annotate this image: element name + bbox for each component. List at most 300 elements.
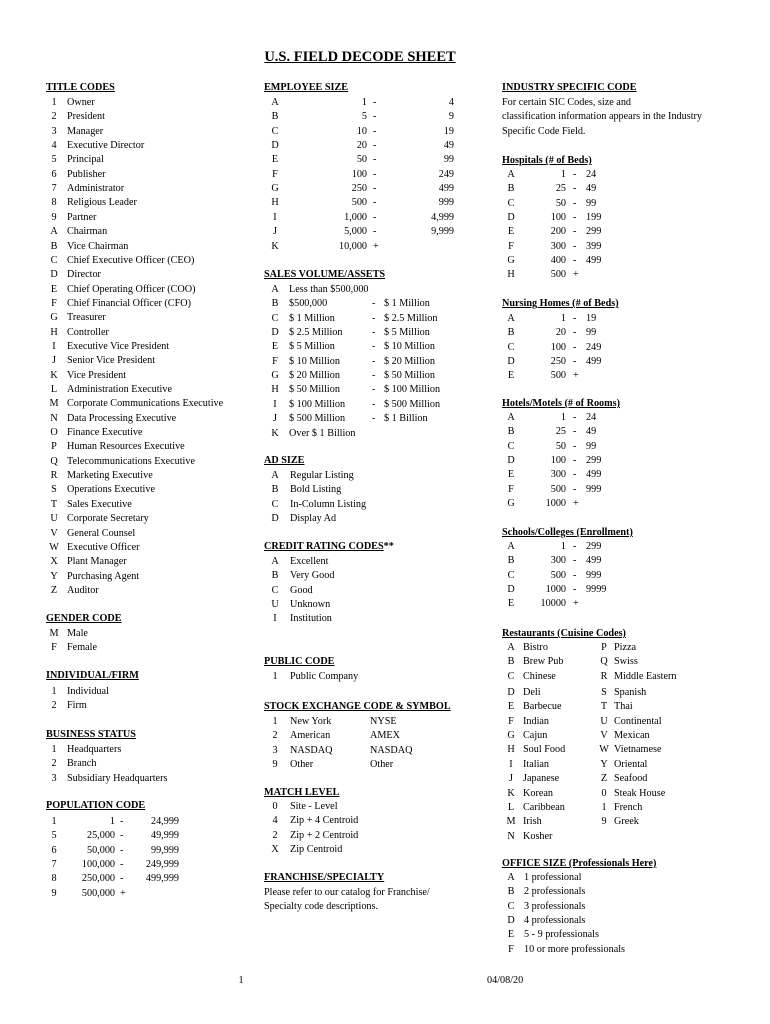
nursing-homes-dash: -	[573, 313, 577, 324]
population-from: 100,000	[81, 859, 115, 871]
sales-volume-to: $ 1 Billion	[384, 413, 428, 425]
title-code-code: L	[50, 384, 58, 395]
restaurant-code: I	[509, 758, 513, 770]
hospitals-code: B	[507, 183, 515, 195]
hotels-from: 50	[555, 440, 566, 452]
hotels-code: F	[508, 483, 514, 495]
employee-size-from: 20	[356, 140, 367, 152]
office-size-label: 2 professionals	[524, 886, 586, 898]
restaurant-label: Spanish	[614, 687, 647, 699]
match-level-label: Site - Level	[290, 801, 338, 812]
gender-code-code: M	[49, 628, 59, 639]
hotels-from: 25	[555, 426, 566, 438]
restaurant-label: Japanese	[523, 773, 560, 785]
employee-size-from: 10	[356, 125, 367, 137]
sales-volume-from: $ 5 Million	[289, 341, 335, 353]
hospitals-from: 400	[550, 255, 566, 267]
credit-rating-code: A	[271, 556, 279, 567]
credit-rating-header: CREDIT RATING CODES**	[264, 541, 394, 552]
population-code: 1	[51, 816, 57, 827]
sales-volume-from: Over $ 1 Billion	[289, 427, 356, 439]
title-code-label: Marketing Executive	[67, 470, 153, 482]
industry-specific-text: For certain SIC Codes, size and	[502, 97, 632, 108]
hotels-dash: -	[573, 440, 577, 452]
employee-size-from: 50	[356, 154, 367, 166]
employee-size-dash: -	[373, 125, 377, 137]
title-code-code: 1	[51, 97, 57, 108]
restaurant-code: A	[507, 642, 515, 653]
employee-size-from: 5,000	[344, 226, 367, 238]
schools-from: 10000	[540, 598, 566, 610]
hospitals-code: D	[507, 212, 515, 224]
hotels-from: 100	[550, 455, 566, 467]
credit-rating-label: Good	[290, 584, 313, 596]
sales-volume-code: J	[273, 413, 277, 425]
hotels-dash: -	[573, 455, 577, 467]
hospitals-code: F	[508, 240, 514, 252]
business-status-code: 2	[51, 758, 57, 770]
sales-volume-code: D	[271, 327, 279, 339]
nursing-homes-code: B	[507, 327, 515, 339]
hotels-to: 99	[586, 440, 597, 452]
stock-exchange-label: New York	[290, 716, 332, 727]
ad-size-code: A	[271, 470, 279, 481]
hotels-code: E	[507, 469, 515, 481]
hotels-from: 1	[560, 412, 566, 423]
employee-size-dash: -	[373, 154, 377, 166]
population-dash: -	[120, 844, 124, 856]
nursing-homes-dash: -	[573, 341, 577, 353]
title-code-code: D	[50, 269, 58, 281]
population-to: 24,999	[150, 816, 179, 827]
stock-exchange-label: American	[290, 730, 331, 742]
public-code-code: 1	[272, 671, 278, 682]
population-code: 6	[51, 844, 57, 856]
stock-exchange-label: Other	[290, 759, 314, 771]
office-size-code: A	[507, 872, 515, 883]
sales-volume-to: $ 20 Million	[384, 355, 435, 367]
office-size-code: E	[507, 929, 515, 941]
title-codes-header: TITLE CODES	[46, 82, 115, 93]
schools-dash: -	[573, 555, 577, 567]
population-dash: -	[120, 816, 124, 827]
restaurants-header: Restaurants (Cuisine Codes)	[502, 628, 626, 639]
stock-exchange-code: 3	[272, 744, 278, 756]
title-code-code: H	[50, 326, 58, 338]
schools-from: 1	[560, 541, 566, 552]
title-code-code: T	[50, 498, 58, 510]
hospitals-code: H	[507, 269, 515, 281]
stock-exchange-symbol: Other	[370, 759, 394, 771]
employee-size-from: 1,000	[344, 211, 367, 223]
hotels-dash: -	[573, 469, 577, 481]
restaurant-code: S	[601, 687, 607, 699]
hospitals-to: 299	[586, 226, 602, 238]
restaurant-code: 1	[601, 801, 607, 813]
employee-size-to: 999	[438, 197, 454, 209]
title-code-code: 8	[51, 197, 57, 209]
credit-rating-code: I	[273, 613, 277, 625]
restaurant-code: W	[599, 744, 609, 756]
credit-rating-code: U	[271, 599, 279, 611]
employee-size-dash: -	[373, 197, 377, 209]
office-size-header: OFFICE SIZE (Professionals Here)	[502, 858, 657, 869]
sales-volume-header: SALES VOLUME/ASSETS	[264, 269, 386, 280]
hotels-to: 24	[586, 412, 597, 423]
ad-size-label: Regular Listing	[290, 470, 354, 481]
title-code-label: Vice Chairman	[67, 240, 129, 252]
hotels-code: C	[507, 440, 515, 452]
restaurant-label: Continental	[614, 715, 662, 727]
hospitals-dash: -	[573, 197, 577, 209]
match-level-code: 4	[272, 815, 278, 827]
restaurant-label: Steak House	[614, 787, 666, 799]
title-code-label: Operations Executive	[67, 484, 155, 496]
title-code-code: F	[51, 297, 57, 309]
sales-volume-from: $ 2.5 Million	[289, 327, 343, 339]
title-code-label: Executive Director	[67, 140, 145, 152]
hospitals-dash: -	[573, 226, 577, 238]
sales-volume-from: Less than $500,000	[289, 284, 369, 295]
hotels-from: 300	[550, 469, 566, 481]
nursing-homes-from: 100	[550, 341, 566, 353]
title-code-code: P	[51, 441, 57, 453]
hotels-to: 299	[586, 455, 602, 467]
sales-volume-code: I	[273, 398, 277, 410]
nursing-homes-header: Nursing Homes (# of Beds)	[502, 298, 619, 309]
title-code-code: 4	[51, 140, 57, 152]
employee-size-to: 9,999	[431, 226, 454, 238]
hotels-dash: -	[573, 412, 577, 423]
ad-size-label: In-Column Listing	[290, 498, 367, 510]
restaurant-label: Vietnamese	[614, 744, 662, 756]
title-code-code: R	[50, 470, 58, 482]
title-code-label: Senior Vice President	[67, 355, 156, 367]
business-status-code: 3	[51, 772, 57, 784]
restaurant-code: E	[507, 701, 515, 713]
credit-rating-label: Very Good	[290, 570, 335, 582]
hospitals-to: 199	[586, 212, 602, 224]
population-to: 499,999	[145, 873, 179, 885]
page-number: 1	[238, 975, 244, 986]
franchise-text: Specialty code descriptions.	[264, 901, 379, 913]
sales-volume-code: E	[271, 341, 279, 353]
title-code-label: Sales Executive	[67, 498, 132, 510]
hotels-dash: -	[573, 426, 577, 438]
gender-code-label: Male	[67, 628, 88, 639]
sales-volume-from: $ 20 Million	[289, 370, 340, 382]
schools-dash: -	[573, 541, 577, 552]
schools-from: 1000	[545, 584, 566, 596]
schools-from: 500	[550, 569, 566, 581]
nursing-homes-dash: -	[573, 327, 577, 339]
sales-volume-code: G	[271, 370, 279, 382]
restaurant-code: B	[507, 656, 515, 668]
restaurant-label: French	[614, 801, 643, 813]
hospitals-dash: +	[573, 269, 579, 281]
sales-volume-from: $500,000	[289, 298, 328, 310]
individual-firm-label: Individual	[67, 686, 109, 697]
sales-volume-code: A	[271, 284, 279, 295]
schools-code: C	[507, 569, 515, 581]
sales-volume-dash: -	[372, 413, 376, 425]
nursing-homes-code: D	[507, 356, 515, 368]
hospitals-dash: -	[573, 212, 577, 224]
sales-volume-to: $ 500 Million	[384, 398, 441, 410]
credit-rating-code: B	[271, 570, 279, 582]
employee-size-dash: -	[373, 168, 377, 180]
title-code-label: Chief Operating Officer (COO)	[67, 283, 196, 295]
restaurant-label: Thai	[614, 701, 633, 713]
office-size-code: D	[507, 915, 515, 927]
title-code-code: E	[50, 283, 58, 295]
employee-size-code: D	[271, 140, 279, 152]
hospitals-dash: -	[573, 183, 577, 195]
title-code-label: Administration Executive	[67, 384, 172, 395]
population-dash: -	[120, 830, 124, 842]
hospitals-from: 200	[550, 226, 566, 238]
title-code-code: X	[50, 556, 58, 568]
restaurant-label: Oriental	[614, 758, 648, 770]
stock-exchange-code: 2	[272, 730, 278, 742]
individual-firm-code: 2	[51, 700, 57, 712]
population-to: 249,999	[145, 859, 179, 871]
title-code-code: I	[52, 340, 56, 352]
population-from: 500,000	[81, 887, 115, 899]
restaurant-label: Brew Pub	[523, 656, 564, 668]
sales-volume-to: $ 100 Million	[384, 384, 441, 396]
nursing-homes-from: 250	[550, 356, 566, 368]
employee-size-code: H	[271, 197, 279, 209]
page-title: U.S. FIELD DECODE SHEET	[264, 49, 456, 65]
title-code-code: 7	[51, 183, 57, 195]
employee-size-code: F	[272, 168, 278, 180]
credit-rating-header-suffix: **	[383, 541, 394, 552]
sales-volume-dash: -	[372, 312, 376, 324]
hotels-dash: +	[573, 498, 579, 510]
industry-specific-text: Specific Code Field.	[502, 125, 586, 137]
title-code-label: Publisher	[67, 168, 106, 180]
restaurant-code: Y	[600, 758, 608, 770]
office-size-label: 3 professionals	[524, 900, 586, 912]
title-code-code: 2	[51, 111, 57, 123]
hospitals-from: 1	[560, 169, 566, 180]
restaurant-label: Seafood	[614, 773, 648, 785]
population-code: 8	[51, 873, 57, 885]
footer-date: 04/08/20	[487, 975, 524, 986]
sales-volume-code: C	[271, 312, 279, 324]
schools-to: 9999	[586, 584, 607, 596]
office-size-code: C	[507, 900, 515, 912]
nursing-homes-dash: +	[573, 370, 579, 382]
match-level-code: 0	[272, 801, 278, 812]
ad-size-label: Bold Listing	[290, 484, 342, 496]
nursing-homes-code: E	[507, 370, 515, 382]
population-from: 25,000	[86, 830, 115, 842]
restaurant-code: K	[507, 787, 515, 799]
title-code-code: N	[50, 412, 58, 424]
title-code-label: Executive Vice President	[67, 340, 170, 352]
restaurant-code: H	[507, 744, 515, 756]
hospitals-to: 499	[586, 255, 602, 267]
title-code-label: Religious Leader	[67, 197, 137, 209]
hotels-code: B	[507, 426, 515, 438]
employee-size-code: E	[271, 154, 279, 166]
restaurant-code: R	[600, 670, 608, 682]
title-code-label: Finance Executive	[67, 427, 143, 439]
population-to: 49,999	[150, 830, 179, 842]
title-code-label: Plant Manager	[67, 556, 127, 568]
credit-rating-label: Unknown	[290, 599, 331, 611]
office-size-label: 5 - 9 professionals	[524, 929, 599, 941]
employee-size-code: G	[271, 183, 279, 195]
restaurant-label: Kosher	[523, 830, 553, 842]
title-code-label: Human Resources Executive	[67, 441, 185, 453]
title-code-label: Executive Officer	[67, 541, 140, 553]
population-code: 7	[51, 859, 57, 871]
restaurant-label: Chinese	[523, 670, 556, 682]
match-level-header: MATCH LEVEL	[264, 787, 340, 798]
schools-code: B	[507, 555, 515, 567]
employee-size-to: 499	[438, 183, 454, 195]
employee-size-to: 4	[448, 97, 454, 108]
title-code-label: Principal	[67, 154, 104, 166]
sales-volume-from: $ 500 Million	[289, 413, 346, 425]
sales-volume-to: $ 5 Million	[384, 327, 430, 339]
title-code-code: M	[49, 398, 59, 410]
schools-dash: +	[573, 598, 579, 610]
hotels-from: 1000	[545, 498, 566, 510]
restaurant-code: D	[507, 687, 515, 699]
title-code-label: Manager	[67, 125, 104, 137]
business-status-label: Branch	[67, 758, 97, 770]
sales-volume-to: $ 2.5 Million	[384, 312, 438, 324]
sales-volume-dash: -	[372, 327, 376, 339]
title-code-code: Q	[50, 455, 58, 467]
individual-firm-header: INDIVIDUAL/FIRM	[46, 670, 139, 681]
restaurant-code: F	[508, 715, 514, 727]
schools-code: D	[507, 584, 515, 596]
hotels-header: Hotels/Motels (# of Rooms)	[502, 398, 620, 409]
restaurant-code: 9	[601, 816, 607, 828]
employee-size-to: 9	[448, 111, 454, 123]
sales-volume-to: $ 50 Million	[384, 370, 435, 382]
stock-exchange-symbol: NYSE	[370, 716, 397, 727]
title-code-code: U	[50, 513, 58, 525]
title-code-label: Chief Financial Officer (CFO)	[67, 297, 192, 309]
ad-size-code: C	[271, 498, 279, 510]
employee-size-from: 250	[351, 183, 367, 195]
sales-volume-to: $ 1 Million	[384, 298, 430, 310]
title-code-code: 3	[51, 125, 57, 137]
match-level-label: Zip Centroid	[290, 844, 343, 856]
industry-specific-text: classification information appears in the Industry	[502, 111, 703, 123]
employee-size-dash: -	[373, 211, 377, 223]
schools-dash: -	[573, 584, 577, 596]
nursing-homes-from: 20	[555, 327, 566, 339]
business-status-label: Subsidiary Headquarters	[67, 772, 168, 784]
nursing-homes-code: A	[507, 313, 515, 324]
individual-firm-label: Firm	[67, 700, 87, 712]
hospitals-from: 100	[550, 212, 566, 224]
schools-header: Schools/Colleges (Enrollment)	[502, 527, 633, 538]
ad-size-label: Display Ad	[290, 513, 337, 525]
employee-size-to: 19	[443, 125, 454, 137]
schools-to: 999	[586, 569, 602, 581]
restaurant-code: N	[507, 830, 515, 842]
title-code-label: Vice President	[67, 369, 127, 381]
population-dash: +	[120, 887, 126, 899]
gender-code-code: F	[51, 642, 57, 654]
franchise-header: FRANCHISE/SPECIALTY	[264, 872, 385, 883]
title-code-label: Owner	[67, 97, 95, 108]
population-dash: -	[120, 859, 124, 871]
employee-size-dash: -	[373, 226, 377, 238]
restaurant-label: Middle Eastern	[614, 670, 677, 682]
sales-volume-to: $ 10 Million	[384, 341, 435, 353]
restaurant-label: Barbecue	[523, 701, 562, 713]
schools-to: 299	[586, 541, 602, 552]
sales-volume-code: B	[271, 298, 279, 310]
employee-size-code: K	[271, 240, 279, 252]
match-level-label: Zip + 4 Centroid	[290, 815, 359, 827]
restaurant-label: Greek	[614, 816, 639, 828]
hospitals-to: 399	[586, 240, 602, 252]
restaurant-code: G	[507, 730, 515, 742]
sales-volume-dash: -	[372, 298, 376, 310]
restaurant-label: Pizza	[614, 642, 637, 653]
business-status-code: 1	[51, 744, 57, 755]
restaurant-code: C	[507, 670, 515, 682]
hospitals-code: G	[507, 255, 515, 267]
title-code-code: J	[52, 355, 56, 367]
franchise-text: Please refer to our catalog for Franchise/	[264, 887, 430, 898]
credit-rating-label: Institution	[290, 613, 332, 625]
sales-volume-from: $ 100 Million	[289, 398, 346, 410]
employee-size-to: 99	[443, 154, 454, 166]
employee-size-dash: -	[373, 111, 377, 123]
gender-code-label: Female	[67, 642, 97, 654]
hospitals-from: 50	[555, 197, 566, 209]
title-code-code: 9	[51, 211, 57, 223]
population-code: 9	[51, 887, 57, 899]
restaurant-code: P	[601, 642, 607, 653]
employee-size-header: EMPLOYEE SIZE	[264, 82, 349, 93]
hospitals-header: Hospitals (# of Beds)	[502, 155, 592, 166]
title-code-label: Purchasing Agent	[67, 570, 140, 582]
title-code-label: Chief Executive Officer (CEO)	[67, 254, 195, 266]
stock-exchange-code: 9	[272, 759, 278, 771]
employee-size-code: A	[271, 97, 279, 108]
match-level-code: 2	[272, 829, 278, 841]
hotels-to: 999	[586, 483, 602, 495]
nursing-homes-from: 1	[560, 313, 566, 324]
hotels-code: D	[507, 455, 515, 467]
employee-size-from: 5	[361, 111, 367, 123]
title-code-label: Treasurer	[67, 312, 106, 324]
restaurant-code: Q	[600, 656, 608, 668]
public-code-label: Public Company	[290, 671, 359, 682]
employee-size-from: 100	[351, 168, 367, 180]
employee-size-code: I	[273, 211, 277, 223]
schools-code: E	[507, 598, 515, 610]
hospitals-dash: -	[573, 240, 577, 252]
restaurant-label: Cajun	[523, 730, 548, 742]
match-level-code: X	[271, 844, 279, 856]
sales-volume-code: K	[271, 427, 279, 439]
title-code-label: President	[67, 111, 105, 123]
hospitals-from: 300	[550, 240, 566, 252]
